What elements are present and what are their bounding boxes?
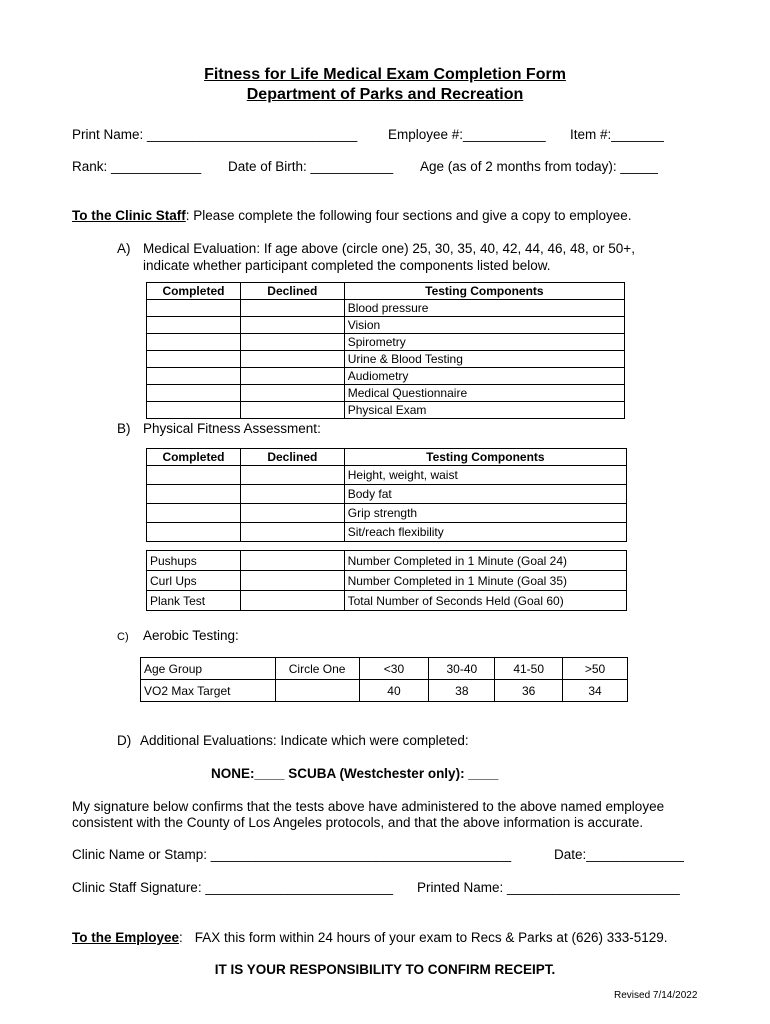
component-label: Vision: [344, 317, 624, 334]
vo2-target-cell: 38: [429, 680, 495, 702]
table-row: [147, 385, 625, 402]
table-row: [147, 368, 625, 385]
clinic-staff-signature-field[interactable]: Clinic Staff Signature: _________________________: [72, 880, 394, 895]
form-title: Fitness for Life Medical Exam Completion Form: [204, 66, 566, 83]
completed-cell[interactable]: [147, 334, 241, 351]
completed-cell[interactable]: [147, 402, 241, 419]
aerobic-testing-table: [140, 657, 628, 702]
completed-cell[interactable]: [147, 368, 241, 385]
department-title: Department of Parks and Recreation: [246, 86, 524, 103]
exercise-name: Curl Ups: [147, 571, 241, 591]
exercise-result-cell[interactable]: [240, 591, 344, 611]
section-a-text-2: indicate whether participant completed the components listed below.: [143, 258, 551, 273]
medical-evaluation-table: [146, 282, 625, 419]
revision-date: Revised 7/14/2022: [614, 990, 698, 1001]
table-row: [147, 523, 627, 542]
completed-header: Completed: [147, 283, 241, 300]
component-label: Urine & Blood Testing: [344, 351, 624, 368]
completed-cell[interactable]: [147, 300, 241, 317]
exercise-desc: Number Completed in 1 Minute (Goal 24): [344, 551, 626, 571]
completed-header: Completed: [147, 449, 241, 466]
declined-cell[interactable]: [240, 300, 344, 317]
vo2-label: VO2 Max Target: [141, 680, 276, 702]
completed-cell[interactable]: [147, 317, 241, 334]
printed-name-field[interactable]: Printed Name: _______________________: [417, 880, 680, 895]
section-c-label: C): [117, 631, 129, 643]
circle-one-label: Circle One: [275, 658, 359, 680]
component-label: Medical Questionnaire: [344, 385, 624, 402]
completed-cell[interactable]: [147, 523, 241, 542]
age-range-cell[interactable]: 41-50: [495, 658, 563, 680]
table-row: [147, 466, 627, 485]
exercise-name: Plank Test: [147, 591, 241, 611]
table-row: [147, 504, 627, 523]
completed-cell[interactable]: [147, 504, 241, 523]
table-row: [147, 300, 625, 317]
exercise-desc: Number Completed in 1 Minute (Goal 35): [344, 571, 626, 591]
dob-field[interactable]: Date of Birth: ___________: [228, 159, 394, 174]
table-row: [147, 571, 627, 591]
table-row: [147, 351, 625, 368]
completed-cell[interactable]: [147, 485, 241, 504]
employee-heading: To the Employee: [72, 930, 180, 945]
declined-cell[interactable]: [240, 402, 344, 419]
employee-colon: :: [179, 930, 183, 945]
completed-cell[interactable]: [147, 351, 241, 368]
clinic-name-field[interactable]: Clinic Name or Stamp: ________________________________________: [72, 847, 512, 862]
exercise-name: Pushups: [147, 551, 241, 571]
declined-cell[interactable]: [240, 523, 344, 542]
employee-fax-text: FAX this form within 24 hours of your exam to Recs & Parks at (626) 333-5129.: [194, 930, 668, 945]
rank-field[interactable]: Rank: ____________: [72, 159, 202, 174]
blank-cell: [275, 680, 359, 702]
component-label: Physical Exam: [344, 402, 624, 419]
section-b-label: B): [117, 421, 131, 436]
age-range-cell[interactable]: 30-40: [429, 658, 495, 680]
component-label: Grip strength: [344, 504, 626, 523]
item-number-field[interactable]: Item #:_______: [570, 127, 664, 142]
declined-cell[interactable]: [240, 351, 344, 368]
component-label: Height, weight, waist: [344, 466, 626, 485]
completed-cell[interactable]: [147, 466, 241, 485]
component-label: Audiometry: [344, 368, 624, 385]
employee-number-field[interactable]: Employee #:___________: [388, 127, 546, 142]
table-row: [147, 317, 625, 334]
section-d-text: Additional Evaluations: Indicate which were completed:: [140, 733, 469, 748]
table-row: [147, 485, 627, 504]
table-row: [147, 402, 625, 419]
declined-header: Declined: [240, 283, 344, 300]
fitness-assessment-table: [146, 448, 627, 542]
components-header: Testing Components: [344, 283, 624, 300]
section-d-label: D): [117, 733, 132, 748]
exercise-desc: Total Number of Seconds Held (Goal 60): [344, 591, 626, 611]
section-b-text: Physical Fitness Assessment:: [143, 421, 321, 436]
vo2-target-cell: 36: [495, 680, 563, 702]
declined-cell[interactable]: [240, 368, 344, 385]
clinic-heading: To the Clinic Staff: [72, 208, 186, 223]
exercise-table: [146, 550, 627, 611]
age-range-cell[interactable]: >50: [563, 658, 628, 680]
responsibility-notice: IT IS YOUR RESPONSIBILITY TO CONFIRM RECEIPT.: [214, 962, 556, 977]
confirmation-line-2: consistent with the County of Los Angeles protocols, and that the above information is accurate.: [72, 815, 644, 830]
component-label: Sit/reach flexibility: [344, 523, 626, 542]
section-c-text: Aerobic Testing:: [143, 628, 239, 643]
section-a-text-1: Medical Evaluation: If age above (circle one) 25, 30, 35, 40, 42, 44, 46, 48, or 50+,: [143, 241, 635, 256]
age-range-cell[interactable]: <30: [359, 658, 429, 680]
component-label: Blood pressure: [344, 300, 624, 317]
date-field[interactable]: Date:_____________: [554, 847, 684, 862]
vo2-target-cell: 40: [359, 680, 429, 702]
declined-cell[interactable]: [240, 466, 344, 485]
table-row: [141, 658, 628, 680]
component-label: Spirometry: [344, 334, 624, 351]
confirmation-line-1: My signature below confirms that the tests above have administered to the above named employee: [72, 799, 665, 814]
print-name-field[interactable]: Print Name: ____________________________: [72, 127, 358, 142]
section-a-label: A): [117, 241, 131, 256]
clinic-text: : Please complete the following four sections and give a copy to employee.: [185, 208, 632, 223]
declined-cell[interactable]: [240, 504, 344, 523]
age-group-label: Age Group: [141, 658, 276, 680]
completed-cell[interactable]: [147, 385, 241, 402]
table-row: [147, 591, 627, 611]
clinic-instructions: [72, 208, 632, 223]
age-field[interactable]: Age (as of 2 months from today): _____: [420, 159, 658, 174]
declined-cell[interactable]: [240, 334, 344, 351]
component-label: Body fat: [344, 485, 626, 504]
components-header: Testing Components: [344, 449, 626, 466]
declined-cell[interactable]: [240, 485, 344, 504]
declined-header: Declined: [240, 449, 344, 466]
additional-evaluations-options[interactable]: NONE:____ SCUBA (Westchester only): ____: [211, 766, 499, 781]
exercise-result-cell[interactable]: [240, 571, 344, 591]
table-row: [147, 551, 627, 571]
declined-cell[interactable]: [240, 317, 344, 334]
table-row: [147, 334, 625, 351]
exercise-result-cell[interactable]: [240, 551, 344, 571]
vo2-target-cell: 34: [563, 680, 628, 702]
employee-instructions: [72, 930, 668, 945]
declined-cell[interactable]: [240, 385, 344, 402]
table-row: [141, 680, 628, 702]
